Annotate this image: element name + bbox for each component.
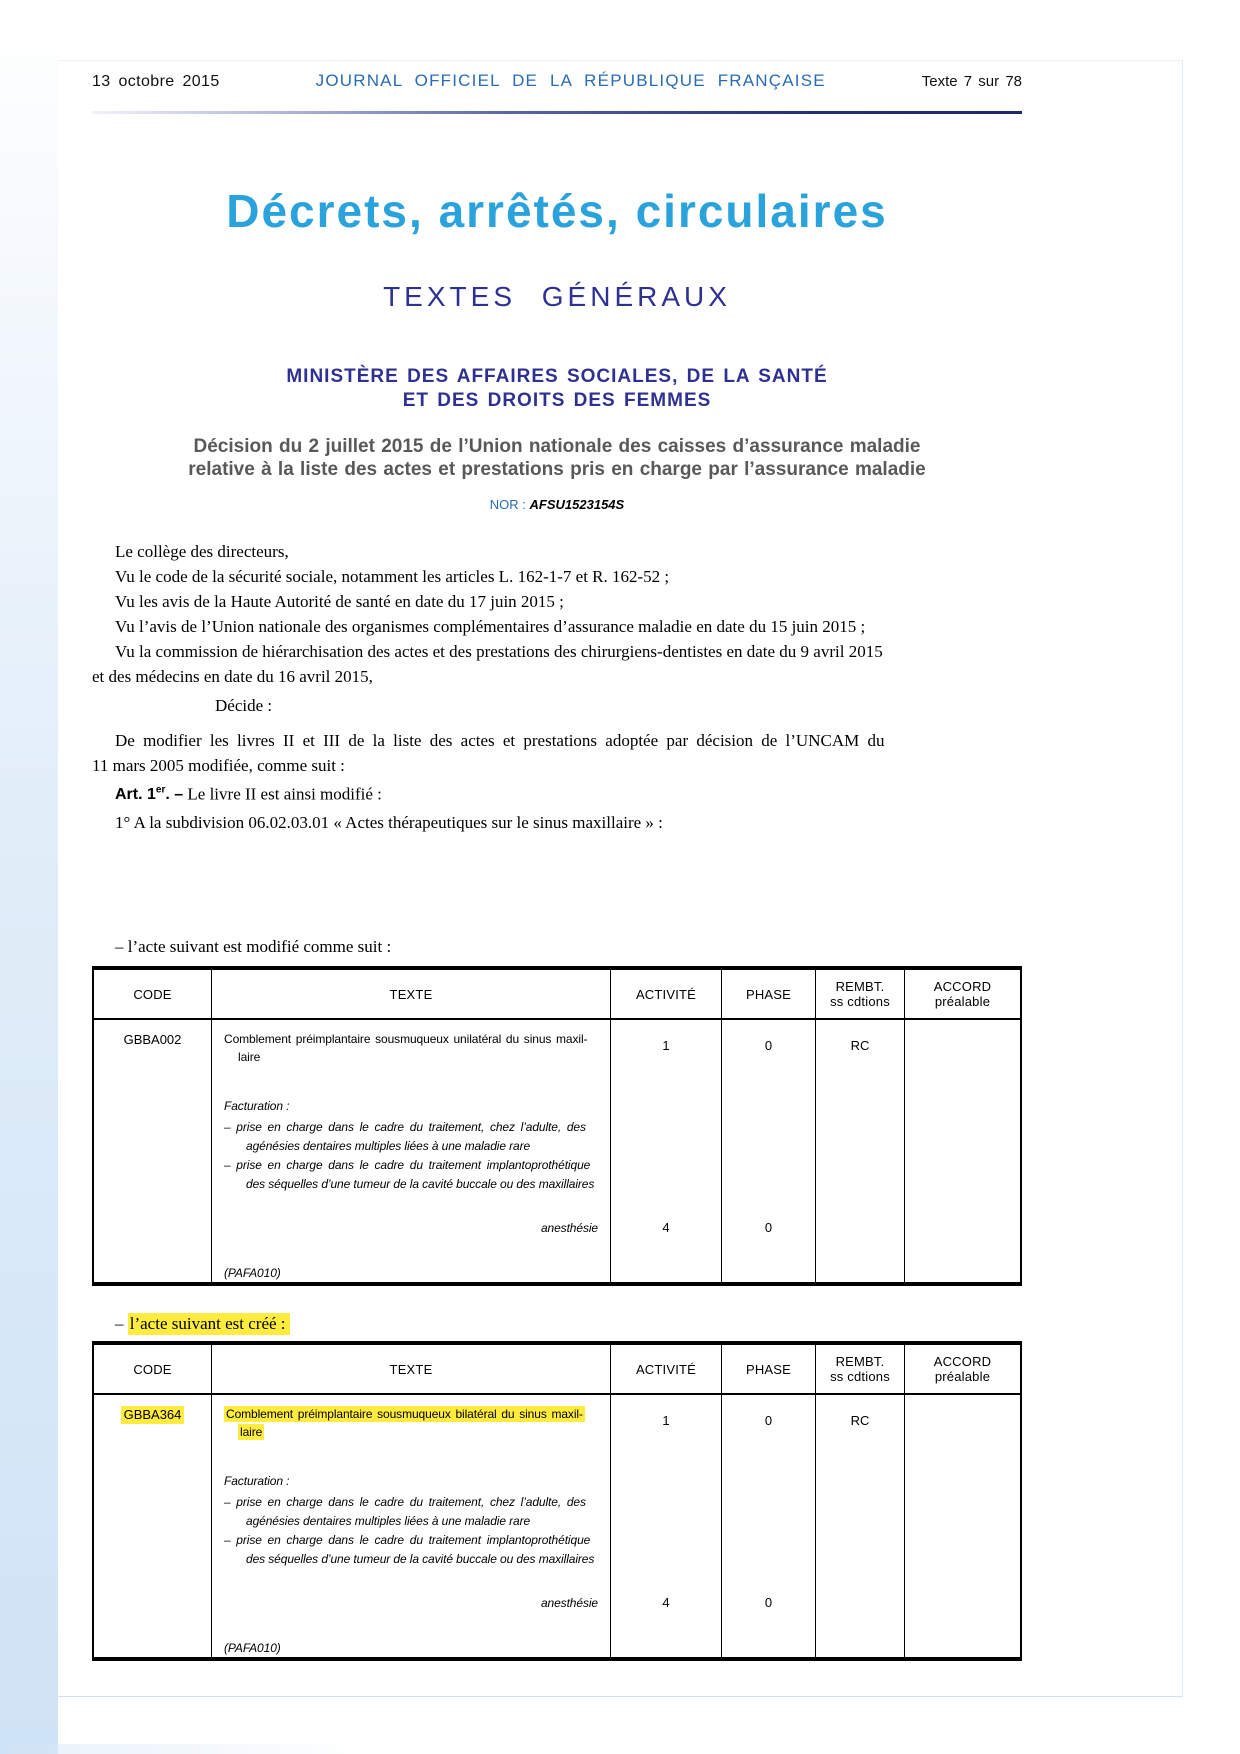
running-head (92, 71, 1022, 91)
table-header-row (94, 970, 1020, 1020)
cell-rembt: RC (816, 1395, 905, 1657)
decision-line1: Décision du 2 juillet 2015 de l’Union nationale des caisses d’assurance maladie (193, 436, 921, 457)
facturation-item: – prise en charge dans le cadre du traitement, chez l’adulte, des agénésies dentaires multiples liées à une maladie rare (224, 1495, 586, 1528)
cell-activite: 1 4 (611, 1395, 722, 1657)
table-acte-modifie (92, 966, 1022, 1286)
anesthesie-label: anesthésie (540, 1221, 598, 1235)
col-header-activite: ACTIVITÉ (611, 970, 722, 1018)
paragraph: De modifier les livres II et III de la liste des actes et prestations adoptée par décision de l’UNCAM du 11 mars 2005 modifiée, comme suit : (92, 731, 885, 775)
cell-rembt: RC (816, 1020, 905, 1282)
facturation-items (224, 1118, 600, 1194)
facturation-item: – prise en charge dans le cadre du traitement implantoprothétique des séquelles d’une tumeur de la cavité buccale ou des maxillaires (224, 1158, 595, 1191)
nor-label: NOR : (489, 497, 530, 512)
highlighted-code: GBBA364 (121, 1406, 185, 1424)
table-header-row (94, 1345, 1020, 1395)
article-label: Art. 1er. – (115, 785, 184, 804)
cell-accord (905, 1395, 1020, 1657)
paragraph: Vu l’avis de l’Union nationale des organismes complémentaires d’assurance maladie en date du 15 juin 2015 ; (115, 617, 866, 636)
act-title-highlighted: Comblement préimplantaire sousmuqueux bilatéral du sinus maxil- laire (226, 1407, 583, 1439)
col-header-phase: PHASE (722, 1345, 816, 1393)
pafa-code: (PAFA010) (224, 1266, 281, 1280)
journal-title: JOURNAL OFFICIEL DE LA RÉPUBLIQUE FRANÇAISE (315, 71, 826, 90)
act-modified-line: – l’acte suivant est modifié comme suit : (115, 937, 392, 956)
col-header-phase: PHASE (722, 970, 816, 1018)
facturation-label: Facturation : (224, 1474, 290, 1488)
texte-number: Texte 7 sur 78 (921, 73, 1022, 90)
col-header-accord: ACCORD préalable (933, 1354, 992, 1384)
table-acte-cree (92, 1341, 1022, 1661)
decide-line: Décide : (215, 696, 273, 715)
decision-title (92, 435, 1022, 481)
act-created-line (92, 1313, 1022, 1335)
col-header-texte: TEXTE (212, 1345, 611, 1393)
header-rule (92, 111, 1022, 114)
act-title: Comblement préimplantaire sousmuqueux unilatéral du sinus maxil- laire (224, 1032, 588, 1064)
paragraph: Le collège des directeurs, (115, 542, 289, 561)
col-header-code: CODE (94, 1345, 212, 1393)
table-row (94, 1020, 1020, 1282)
facturation-label: Facturation : (224, 1099, 290, 1113)
paragraph: Vu le code de la sécurité sociale, notamment les articles L. 162-1-7 et R. 162-52 ; (115, 567, 670, 586)
nor-line (92, 497, 1022, 512)
paragraph: Vu la commission de hiérarchisation des actes et des prestations des chirurgiens-dentistes en date du 9 avril 2015 (115, 642, 883, 661)
table-row (94, 1395, 1020, 1657)
paragraph-continuation: et des médecins en date du 16 avril 2015, (92, 667, 373, 686)
col-header-rembt: REMBT. ss cdtions (816, 1345, 905, 1393)
col-header-texte: TEXTE (212, 970, 611, 1018)
main-title: Décrets, arrêtés, circulaires (226, 185, 888, 237)
cell-accord (905, 1020, 1020, 1282)
ministry-line1: MINISTÈRE DES AFFAIRES SOCIALES, DE LA SANTÉ (286, 366, 828, 387)
cell-texte (212, 1020, 611, 1282)
paragraph: Vu les avis de la Haute Autorité de santé en date du 17 juin 2015 ; (115, 592, 564, 611)
page-bottom-gradient (0, 1744, 1240, 1754)
facturation-items (224, 1493, 600, 1569)
ministry-line2: ET DES DROITS DES FEMMES (402, 390, 712, 411)
cell-code: GBBA002 (94, 1020, 212, 1282)
cell-activite: 1 4 (611, 1020, 722, 1282)
page-left-gradient (0, 0, 58, 1754)
section-title: TEXTES GÉNÉRAUX (383, 281, 731, 312)
cell-texte (212, 1395, 611, 1657)
cell-phase: 0 0 (722, 1020, 816, 1282)
issue-date: 13 octobre 2015 (92, 73, 220, 90)
nor-value: AFSU1523154S (529, 497, 625, 512)
page-content (92, 61, 1022, 1696)
ministry-title (92, 365, 1022, 413)
facturation-item: – prise en charge dans le cadre du traitement implantoprothétique des séquelles d’une tumeur de la cavité buccale ou des maxillaires (224, 1533, 595, 1566)
body-text (92, 539, 1022, 835)
highlighted-text: l’acte suivant est créé : (128, 1313, 290, 1335)
anesthesie-label: anesthésie (540, 1596, 598, 1610)
cell-code (94, 1395, 212, 1657)
col-header-accord: ACCORD préalable (933, 979, 992, 1009)
col-header-activite: ACTIVITÉ (611, 1345, 722, 1393)
facturation-item: – prise en charge dans le cadre du traitement, chez l’adulte, des agénésies dentaires multiples liées à une maladie rare (224, 1120, 586, 1153)
article-text: Le livre II est ainsi modifié : (183, 784, 382, 804)
article-1-line (92, 778, 1022, 807)
decision-line2: relative à la liste des actes et prestations pris en charge par l’assurance maladie (188, 459, 926, 480)
pafa-code: (PAFA010) (224, 1641, 281, 1655)
dash: – (115, 1314, 128, 1333)
col-header-code: CODE (94, 970, 212, 1018)
col-header-rembt: REMBT. ss cdtions (816, 970, 905, 1018)
document-page (58, 60, 1183, 1697)
cell-phase: 0 0 (722, 1395, 816, 1657)
subdivision-line: 1° A la subdivision 06.02.03.01 « Actes thérapeutiques sur le sinus maxillaire » : (115, 813, 663, 833)
